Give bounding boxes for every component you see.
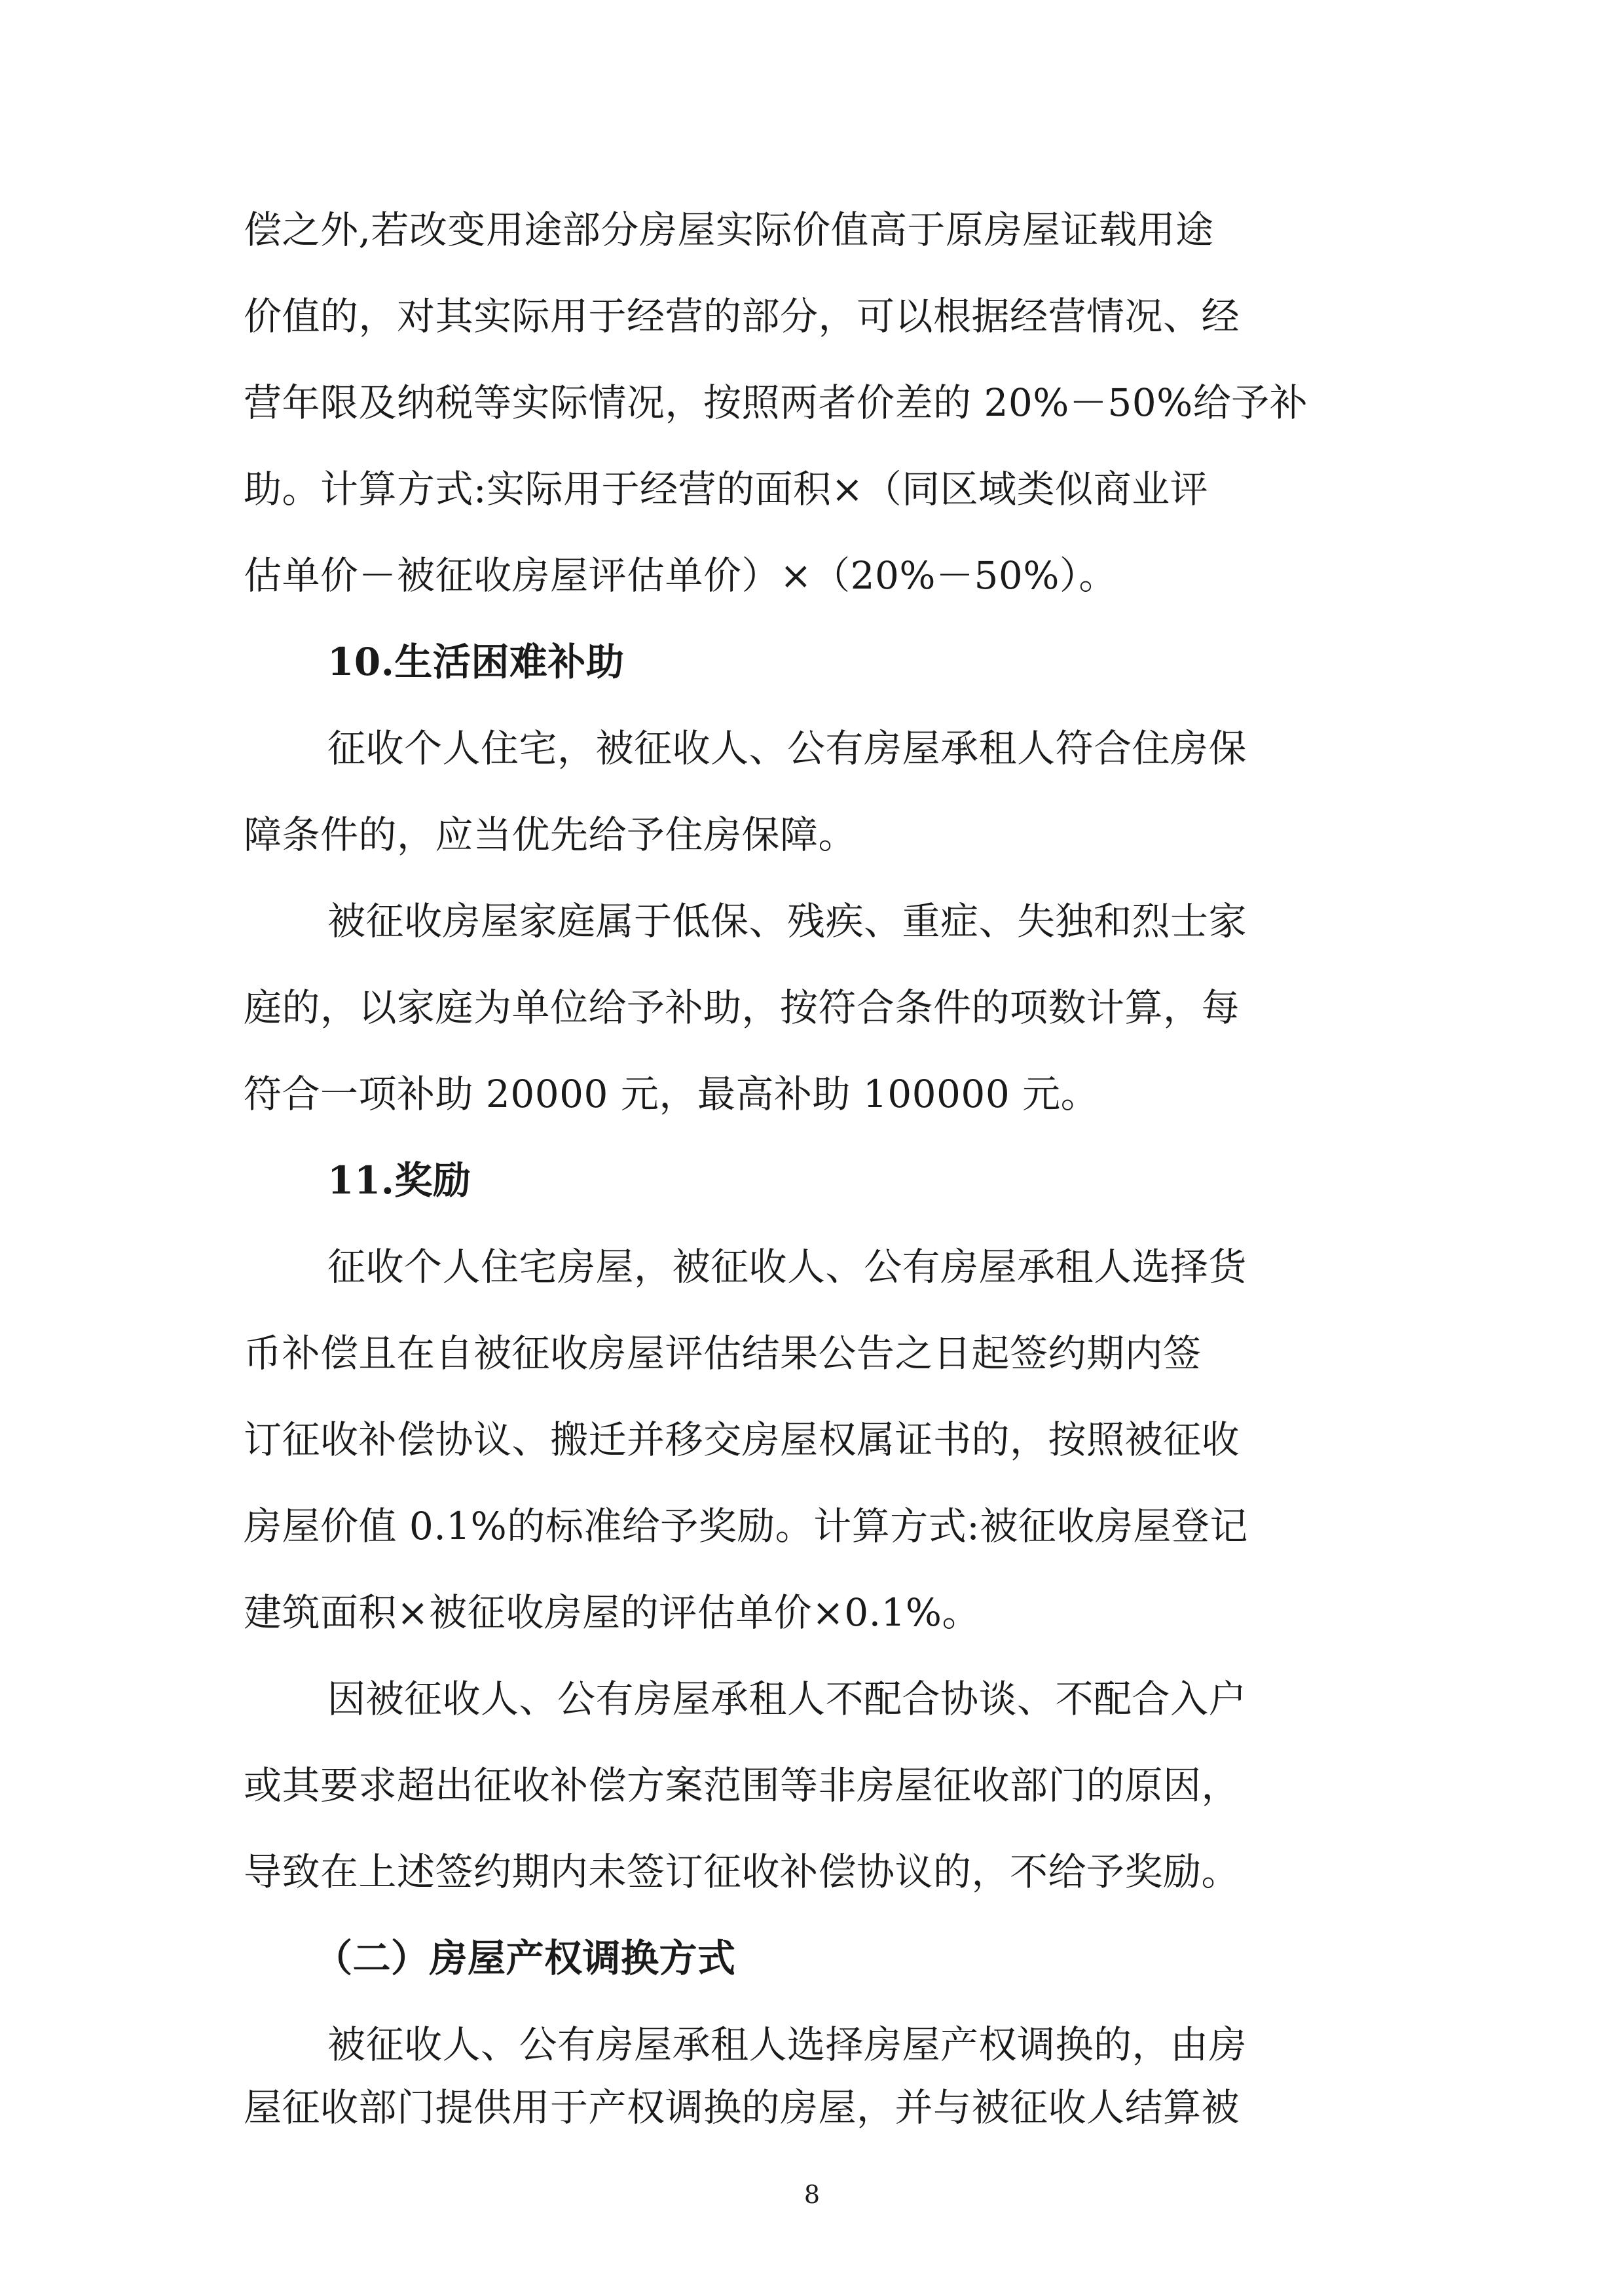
text-line: 导致在上述签约期内未签订征收补偿协议的，不给予奖励。 (244, 1850, 1240, 1894)
text-line: 或其要求超出征收补偿方案范围等非房屋征收部门的原因， (244, 1763, 1240, 1808)
text-line: 价值的，对其实际用于经营的部分，可以根据经营情况、经 (244, 294, 1240, 338)
page-number: 8 (803, 2180, 821, 2209)
section-heading: （二）房屋产权调换方式 (314, 1936, 736, 1980)
text-line: 建筑面积×被征收房屋的评估单价×0.1%。 (244, 1590, 981, 1635)
text-line: 助。计算方式:实际用于经营的面积×（同区域类似商业评 (244, 467, 1209, 511)
text-line: 征收个人住宅，被征收人、公有房屋承租人符合住房保 (327, 726, 1247, 771)
text-line: 符合一项补助 20000 元，最高补助 100000 元。 (244, 1072, 1099, 1116)
text-line: 币补偿且在自被征收房屋评估结果公告之日起签约期内签 (244, 1331, 1202, 1376)
text-line: 被征收人、公有房屋承租人选择房屋产权调换的，由房 (327, 2022, 1247, 2067)
text-line: 房屋价值 0.1%的标准给予奖励。计算方式:被征收房屋登记 (244, 1504, 1248, 1548)
text-line: 被征收房屋家庭属于低保、残疾、重症、失独和烈士家 (327, 899, 1247, 943)
text-line: 偿之外,若改变用途部分房屋实际价值高于原房屋证载用途 (244, 208, 1214, 252)
section-heading: 10.生活困难补助 (327, 640, 625, 684)
text-line: 障条件的，应当优先给予住房保障。 (244, 812, 857, 857)
text-line: 订征收补偿协议、搬迁并移交房屋权属证书的，按照被征收 (244, 1417, 1240, 1462)
text-line: 营年限及纳税等实际情况，按照两者价差的 20%－50%给予补 (244, 380, 1308, 425)
section-heading: 11.奖励 (327, 1158, 471, 1203)
text-line: 估单价－被征收房屋评估单价）×（20%－50%）。 (244, 553, 1117, 598)
text-line: 庭的，以家庭为单位给予补助，按符合条件的项数计算，每 (244, 985, 1240, 1030)
text-line: 屋征收部门提供用于产权调换的房屋，并与被征收人结算被 (244, 2085, 1240, 2130)
text-line: 征收个人住宅房屋，被征收人、公有房屋承租人选择货 (327, 1245, 1247, 1289)
text-line: 因被征收人、公有房屋承租人不配合协谈、不配合入户 (327, 1677, 1247, 1721)
